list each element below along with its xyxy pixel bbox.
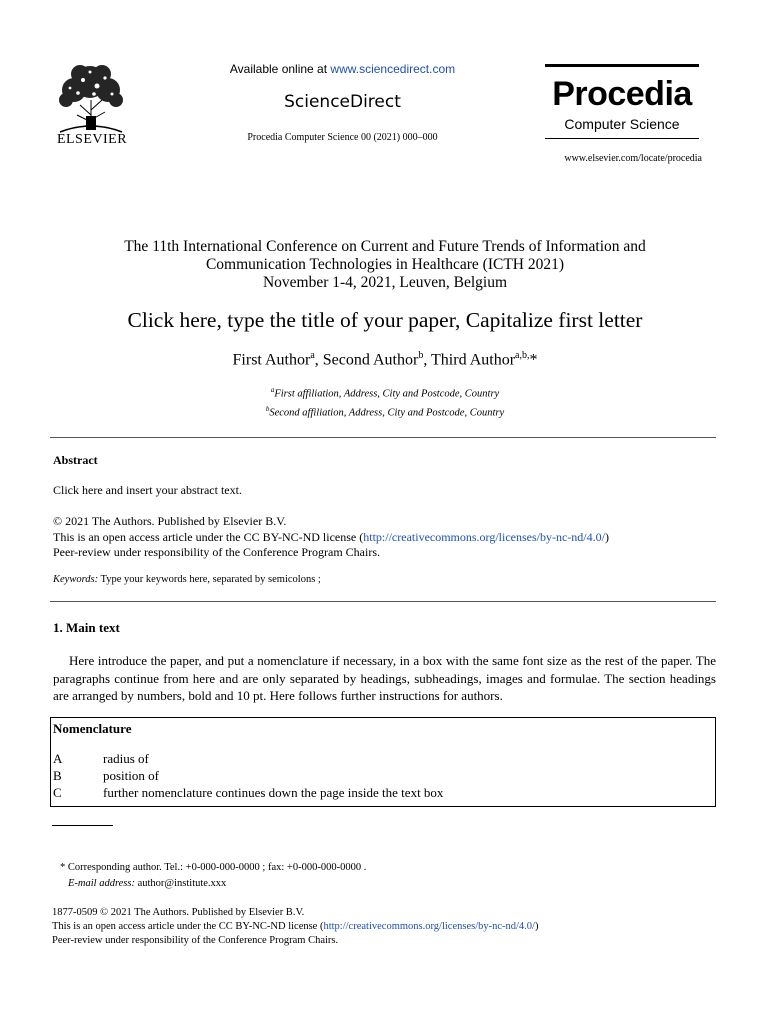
author-separator: , <box>314 351 323 369</box>
keywords <box>53 574 321 585</box>
footer-copyright <box>52 906 712 948</box>
nomenclature-symbol: C <box>53 785 62 800</box>
author-list <box>60 350 710 369</box>
procedia-bottom-rule <box>545 138 699 139</box>
abstract-copyright-block <box>53 514 713 561</box>
license-prefix: This is an open access article under the CC BY-NC-ND license ( <box>53 529 364 544</box>
journal-citation: Procedia Computer Science 00 (2021) 000–000 <box>247 132 438 143</box>
author-superscript: a,b, <box>515 350 530 361</box>
sciencedirect-link[interactable]: www.sciencedirect.com <box>330 62 456 76</box>
nomenclature-definition: radius of <box>103 751 149 766</box>
available-prefix: Available online at <box>229 62 331 76</box>
paper-title: Click here, type the title of your paper, Capitalize first letter <box>127 308 643 332</box>
elsevier-wordmark: ELSEVIER <box>56 132 128 147</box>
license-line <box>53 530 713 546</box>
affiliations <box>60 383 710 420</box>
affiliation-b <box>60 402 710 421</box>
affiliation-a <box>60 383 710 402</box>
sciencedirect-brand: ScienceDirect <box>284 92 401 112</box>
procedia-top-rule <box>545 64 699 67</box>
abstract-text: Click here and insert your abstract text. <box>53 483 242 497</box>
abstract-top-rule <box>50 437 716 438</box>
email-line <box>60 876 366 892</box>
nomenclature-definition: position of <box>103 768 159 783</box>
abstract-bottom-rule <box>50 601 716 602</box>
footer-license-line <box>52 920 712 934</box>
affiliation-superscript: a <box>270 386 275 394</box>
nomenclature-symbol: B <box>53 768 62 783</box>
body-paragraph: Here introduce the paper, and put a nomenclature if necessary, in a box with the same font size as the rest of the paper. The paragraphs continue from here and are only separated by headings, subheadings, images and formulae. The section headings are arranged by numbers, bold and 10 pt. Here follows further instructions for authors. <box>53 653 716 703</box>
copyright-line: © 2021 The Authors. Published by Elsevier B.V. <box>53 514 287 528</box>
license-suffix: ) <box>534 921 539 932</box>
keywords-label: Keywords: <box>53 574 99 585</box>
corresponding-author-line: * Corresponding author. Tel.: +0-000-000-0000 ; fax: +0-000-000-0000 . <box>60 862 367 873</box>
footnote-rule <box>52 825 113 826</box>
author-name: Third Author <box>431 351 516 369</box>
license-prefix: This is an open access article under the CC BY-NC-ND license ( <box>52 921 324 932</box>
issn-line: 1877-0509 © 2021 The Authors. Published by Elsevier B.V. <box>52 907 305 918</box>
author-name: First Author <box>232 351 311 369</box>
conference-line-2: Communication Technologies in Healthcare (ICTH 2021) <box>205 256 565 273</box>
author-superscript: b <box>418 350 424 361</box>
email-label: E-mail address: <box>68 878 135 889</box>
email-address[interactable]: author@institute.xxx <box>134 878 227 889</box>
keywords-text: Type your keywords here, separated by semicolons ; <box>98 574 321 585</box>
nomenclature-symbol: A <box>53 751 63 766</box>
procedia-subtitle: Computer Science <box>564 116 680 132</box>
affiliation-text: Second affiliation, Address, City and Postcode, Country <box>269 407 505 418</box>
abstract-heading: Abstract <box>53 453 98 467</box>
author-superscript: a <box>310 350 315 361</box>
author-separator: , <box>423 351 432 369</box>
elsevier-url[interactable]: www.elsevier.com/locate/procedia <box>564 153 702 164</box>
section-heading: 1. Main text <box>53 620 120 635</box>
affiliation-text: First affiliation, Address, City and Postcode, Country <box>274 388 500 400</box>
conference-line-1: The 11th International Conference on Current and Future Trends of Information and <box>124 238 646 255</box>
license-suffix: ) <box>604 529 609 544</box>
procedia-logo: Procedia <box>552 75 692 113</box>
corresponding-footnote <box>60 860 366 892</box>
nomenclature-definition: further nomenclature continues down the page inside the text box <box>103 785 444 800</box>
author-separator: * <box>529 351 538 369</box>
conference-info <box>60 238 710 292</box>
nomenclature-title: Nomenclature <box>53 721 132 736</box>
license-link[interactable]: http://creativecommons.org/licenses/by-nc-nd/4.0/ <box>363 529 605 544</box>
conference-line-3: November 1-4, 2021, Leuven, Belgium <box>262 274 508 291</box>
author-name: Second Author <box>322 351 419 369</box>
footer-peer-review: Peer-review under responsibility of the Conference Program Chairs. <box>52 935 339 946</box>
peer-review-line: Peer-review under responsibility of the Conference Program Chairs. <box>53 545 380 559</box>
footer-license-link[interactable]: http://creativecommons.org/licenses/by-nc-nd/4.0/ <box>323 921 535 932</box>
affiliation-superscript: b <box>265 404 270 413</box>
available-online <box>150 62 535 76</box>
